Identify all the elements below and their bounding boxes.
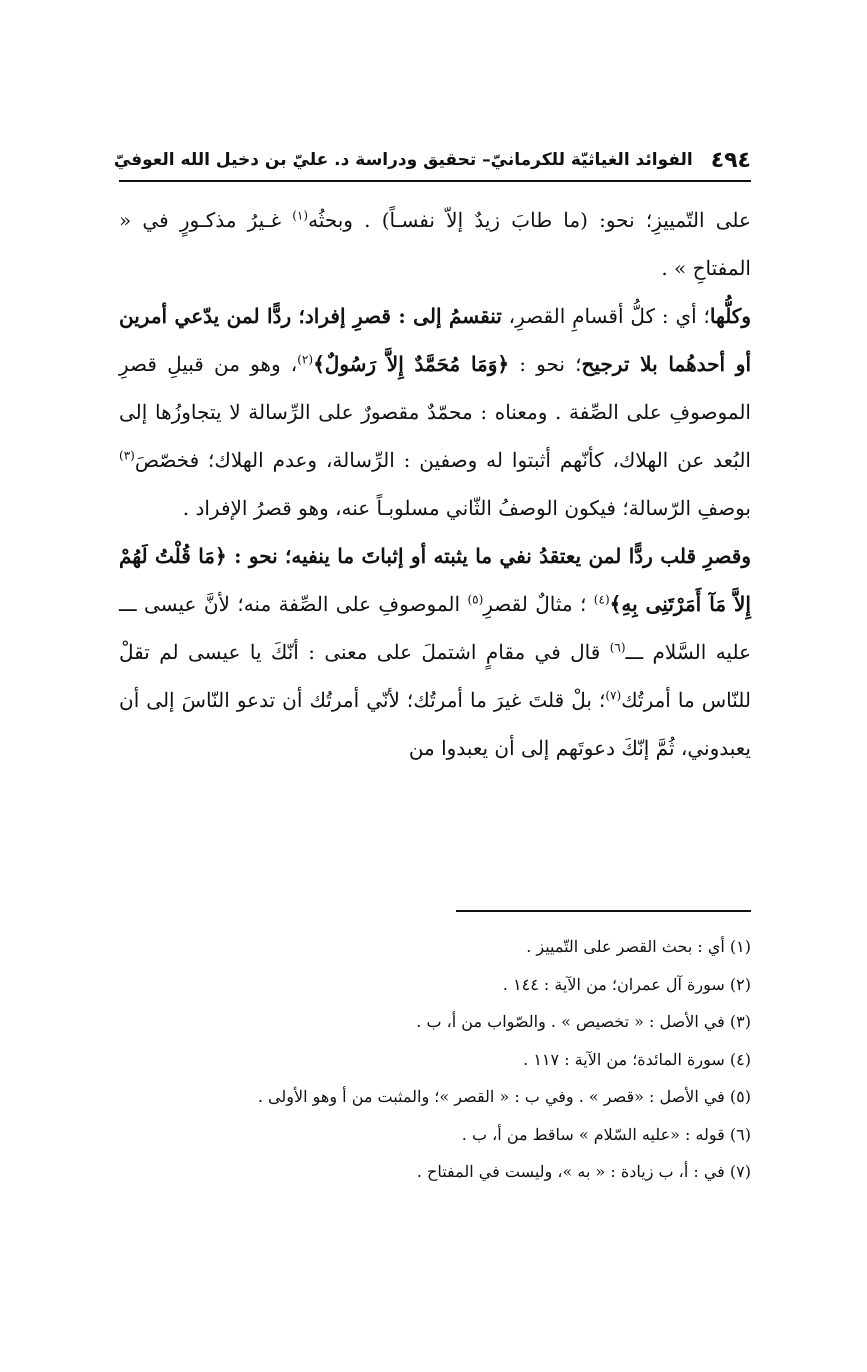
footnote-item: (٣) في الأصل : « تخصيص » . والصّواب من أ، ب . [416,1012,751,1031]
quran-quote-2: ﴿مَا قُلْتُ لَهُمْ إِلاَّ مَآ أَمَرْتَنِى بِهِ﴾ [119,544,751,616]
footnotes-list [119,928,751,1191]
footnote-ref-7: (٧) [605,688,622,703]
page-header [113,140,751,182]
paragraph-3-text-b: الموصوفِ على الصِّفة منه؛ لأنَّ عيسى ـــ عليه السَّلام ـــ [119,592,752,664]
paragraph-2-lead: وكلُّها [709,304,751,328]
paragraph-3-bold-a: وقصرِ قلب ردًّا لمن يعتقدُ نفي ما يثبته أو إثباتَ ما ينفيه؛ نحو : [226,544,751,568]
paragraph-1 [119,196,751,292]
paragraph-2-text-c: ، وهو من قبيلِ قصرِ الموصوفِ على الصِّفة . ومعناه : محمّدٌ مقصورٌ على الرِّسالة لا يتجاوزُها إلى البُعد عن الهلاك، كأنّهم أثبتوا له وصفين : الرِّسالة، وعدم الهلاك؛ فخصّصَ [119,352,751,472]
paragraph-3-text-a: ؛ مثالٌ لقصرِ [483,592,594,616]
footnote-item: (١) أي : بحث القصر على التّمييز . [526,937,751,956]
paragraph-2-text-d: بوصفِ الرّسالة؛ فيكون الوصفُ الثّاني مسلوبـاً عنه، وهو قصرُ الإفراد . [182,496,751,520]
footnote-ref-5: (٥) [467,592,484,607]
footnote-separator [456,910,751,912]
footnote-item: (٥) في الأصل : «قصر » . وفي ب : « القصر »؛ والمثبت من أ وهو الأولى . [257,1087,751,1106]
footnote-item: (٦) قوله : «عليه السّلام » ساقط من أ، ب . [461,1124,751,1144]
footnote-item: (٧) في : أ، ب زيادة : « به »، وليست في المفتاح . [416,1162,751,1181]
footnote-ref-2: (٢) [297,352,314,367]
paragraph-1-text-b: غـيرُ مذكـورٍ في « المفتاحِ » . [119,208,751,280]
footnote-ref-3: (٣) [119,448,135,463]
running-title: الفوائد الغياثيّة للكرمانيّ– تحقيق ودراسة د. عليّ بن دخيل الله العوفيّ [113,150,693,170]
paragraph-2-bold-a: تنقسمُ إلى : قصرِ إفراد؛ ردًّا لمن يدّعي أمرين أو أحدهُما بلا ترجيح [119,304,752,376]
paragraph-3-text-c: قال في مقامٍ اشتملَ على معنى : أنّكَ يا عيسى لم تقلْ للنّاس ما أمرتُك [119,640,751,712]
paragraph-2-text-b: ؛ نحو : [509,352,582,376]
footnote-ref-6: (٦) [609,640,626,655]
paragraph-2-text-a: ؛ أي : كلُّ أقسامِ القصرِ، [501,304,710,328]
main-text [119,196,751,772]
footnote-ref-4: (٤) [593,592,610,607]
footnote-item: (٢) سورة آل عمران؛ من الآية : ١٤٤ . [502,974,751,994]
footnote-ref-1: (١) [292,208,309,223]
paragraph-3-text-d: ؛ بلْ قلتَ غيرَ ما أمرتُك؛ لأنّي أمرتُك أن تدعو النّاسَ إلى أن يعبدوني، ثُمَّ إنّكَ دعوتَهم إلى أن يعبدوا من [119,688,751,760]
page-number: ٤٩٤ [710,147,751,173]
paragraph-1-text-a: على التّمييزِ؛ نحو: (ما طابَ زيدٌ إلاّ نفسـاً) . وبحثُه [308,208,751,232]
footnote-item: (٤) سورة المائدة؛ من الآية : ١١٧ . [523,1049,751,1069]
quran-quote-1: ﴿وَمَا مُحَمَّدٌ إِلاَّ رَسُولٌ﴾ [313,352,510,376]
paragraph-3 [119,532,751,772]
paragraph-2 [119,292,751,532]
